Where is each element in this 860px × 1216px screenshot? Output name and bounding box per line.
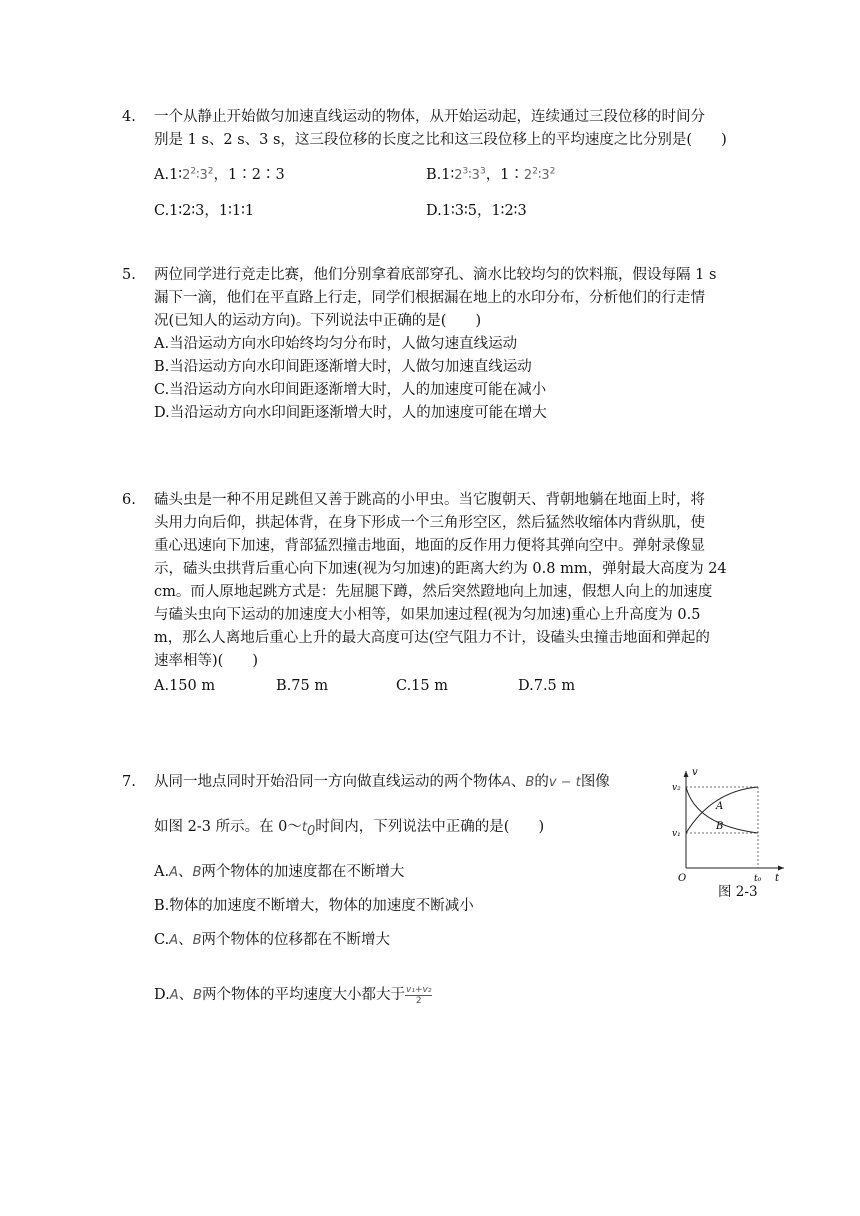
question-number: 6. xyxy=(122,492,136,508)
curve-a-label: A xyxy=(716,801,724,812)
v1-label: v₁ xyxy=(672,829,681,839)
question-text-line: 头用力向后仰，拱起体背，在身下形成一个三角形空区，然后猛然收缩体内背纵肌，使 xyxy=(154,515,705,531)
question-7 xyxy=(122,771,662,1007)
option-c: C.1∶2∶3，1∶1∶1 xyxy=(154,203,255,219)
option-c: C.A、B两个物体的位移都在不断增大 xyxy=(154,932,391,948)
options-row xyxy=(154,200,742,224)
option-b: $B.1∶2^3∶3^3$，$1∶2^2∶3^2$ xyxy=(426,166,556,183)
option-c: C.当沿运动方向水印间距逐渐增大时，人的加速度可能在减小 xyxy=(154,382,547,398)
question-number: 5. xyxy=(122,267,136,283)
question-4 xyxy=(122,106,742,224)
option-d: D.7.5 m xyxy=(518,678,576,694)
question-text-line: m，那么人离地后重心上升的最大高度可达(空气阻力不计，设磕头虫撞击地面和弹起的 xyxy=(154,630,710,646)
question-text-line: 与磕头虫向下运动的加速度大小相等，如果加速过程(视为匀加速)重心上升高度为 0.5 xyxy=(154,607,701,623)
question-text-line: 别是 1 s、2 s、3 s，这三段位移的长度之比和这三段位移上的平均速度之比分别是( ) xyxy=(154,132,727,148)
v-axis-arrow xyxy=(684,771,689,777)
t0-label: t₀ xyxy=(754,874,762,884)
question-number: 7. xyxy=(122,774,136,790)
option-c: C.15 m xyxy=(396,678,448,694)
option-a: $A.1∶2^2∶3^2$，1∶2∶3 xyxy=(154,166,285,183)
option-b: B.物体的加速度不断增大，物体的加速度不断减小 xyxy=(154,898,474,914)
origin-label: O xyxy=(678,873,687,884)
figure-2-3-vt-graph xyxy=(672,765,787,895)
question-5 xyxy=(122,264,742,425)
question-text-line: 两位同学进行竞走比赛，他们分别拿着底部穿孔、滴水比较均匀的饮料瓶，假设每隔 1 s xyxy=(154,267,717,283)
option-b: B.75 m xyxy=(276,678,329,694)
option-a: A.A、B两个物体的加速度都在不断增大 xyxy=(154,864,405,880)
figure-caption: 图 2-3 xyxy=(718,884,758,900)
options-row xyxy=(154,164,742,188)
option-d: D.当沿运动方向水印间距逐渐增大时，人的加速度可能在增大 xyxy=(154,405,547,421)
fraction: $\frac{\text{v₁+v₂}}{2}$ xyxy=(406,984,432,1006)
axis-t-label: t xyxy=(775,873,780,884)
axis-v-label: v xyxy=(692,767,698,778)
question-text-line: 磕头虫是一种不用足跳但又善于跳高的小甲虫。当它腹朝天、背朝地躺在地面上时，将 xyxy=(154,492,705,508)
option-a: A.150 m xyxy=(154,678,216,694)
v2-label: v₂ xyxy=(672,783,681,793)
curve-b-label: B xyxy=(716,821,724,832)
question-text-line: 重心迅速向下加速，背部猛烈撞击地面，地面的反作用力便将其弹向空中。弹射录像显 xyxy=(154,538,705,554)
options-row xyxy=(154,675,742,699)
option-d: D.1∶3∶5，1∶2∶3 xyxy=(426,203,527,219)
question-text-line: 一个从静止开始做匀加速直线运动的物体，从开始运动起，连续通过三段位移的时间分 xyxy=(154,109,705,125)
question-text-line: 漏下一滴，他们在平直路上行走，同学们根据漏在地上的水印分布，分析他们的行走情 xyxy=(154,290,705,306)
question-text-line: cm。而人原地起跳方式是：先屈腿下蹲，然后突然蹬地向上加速，假想人向上的加速度 xyxy=(154,584,713,600)
question-6 xyxy=(122,489,742,699)
question-text-line: 况(已知人的运动方向)。下列说法中正确的是( ) xyxy=(154,313,482,329)
option-b: B.当沿运动方向水印间距逐渐增大时，人做匀加速直线运动 xyxy=(154,359,532,375)
option-d: D.A、B两个物体的平均速度大小都大于 $\frac{\text{v₁+v₂}}{2}$ xyxy=(154,984,432,1006)
question-text-line: 速率相等)( ) xyxy=(154,653,258,669)
question-text-line: 从同一地点同时开始沿同一方向做直线运动的两个物体A、B的v − t图像 xyxy=(154,774,610,790)
question-text-line: 示，磕头虫拱背后重心向下加速(视为匀加速)的距离大约为 0.8 mm，弹射最大高度为 24 xyxy=(154,561,727,577)
question-number: 4. xyxy=(122,109,136,125)
option-a: A.当沿运动方向水印始终均匀分布时，人做匀速直线运动 xyxy=(154,336,518,352)
t-axis-arrow xyxy=(778,866,784,871)
question-text-line: 如图 2-3 所示。在 $0\sim t_0$时间内，下列说法中正确的是( ) xyxy=(154,819,545,839)
